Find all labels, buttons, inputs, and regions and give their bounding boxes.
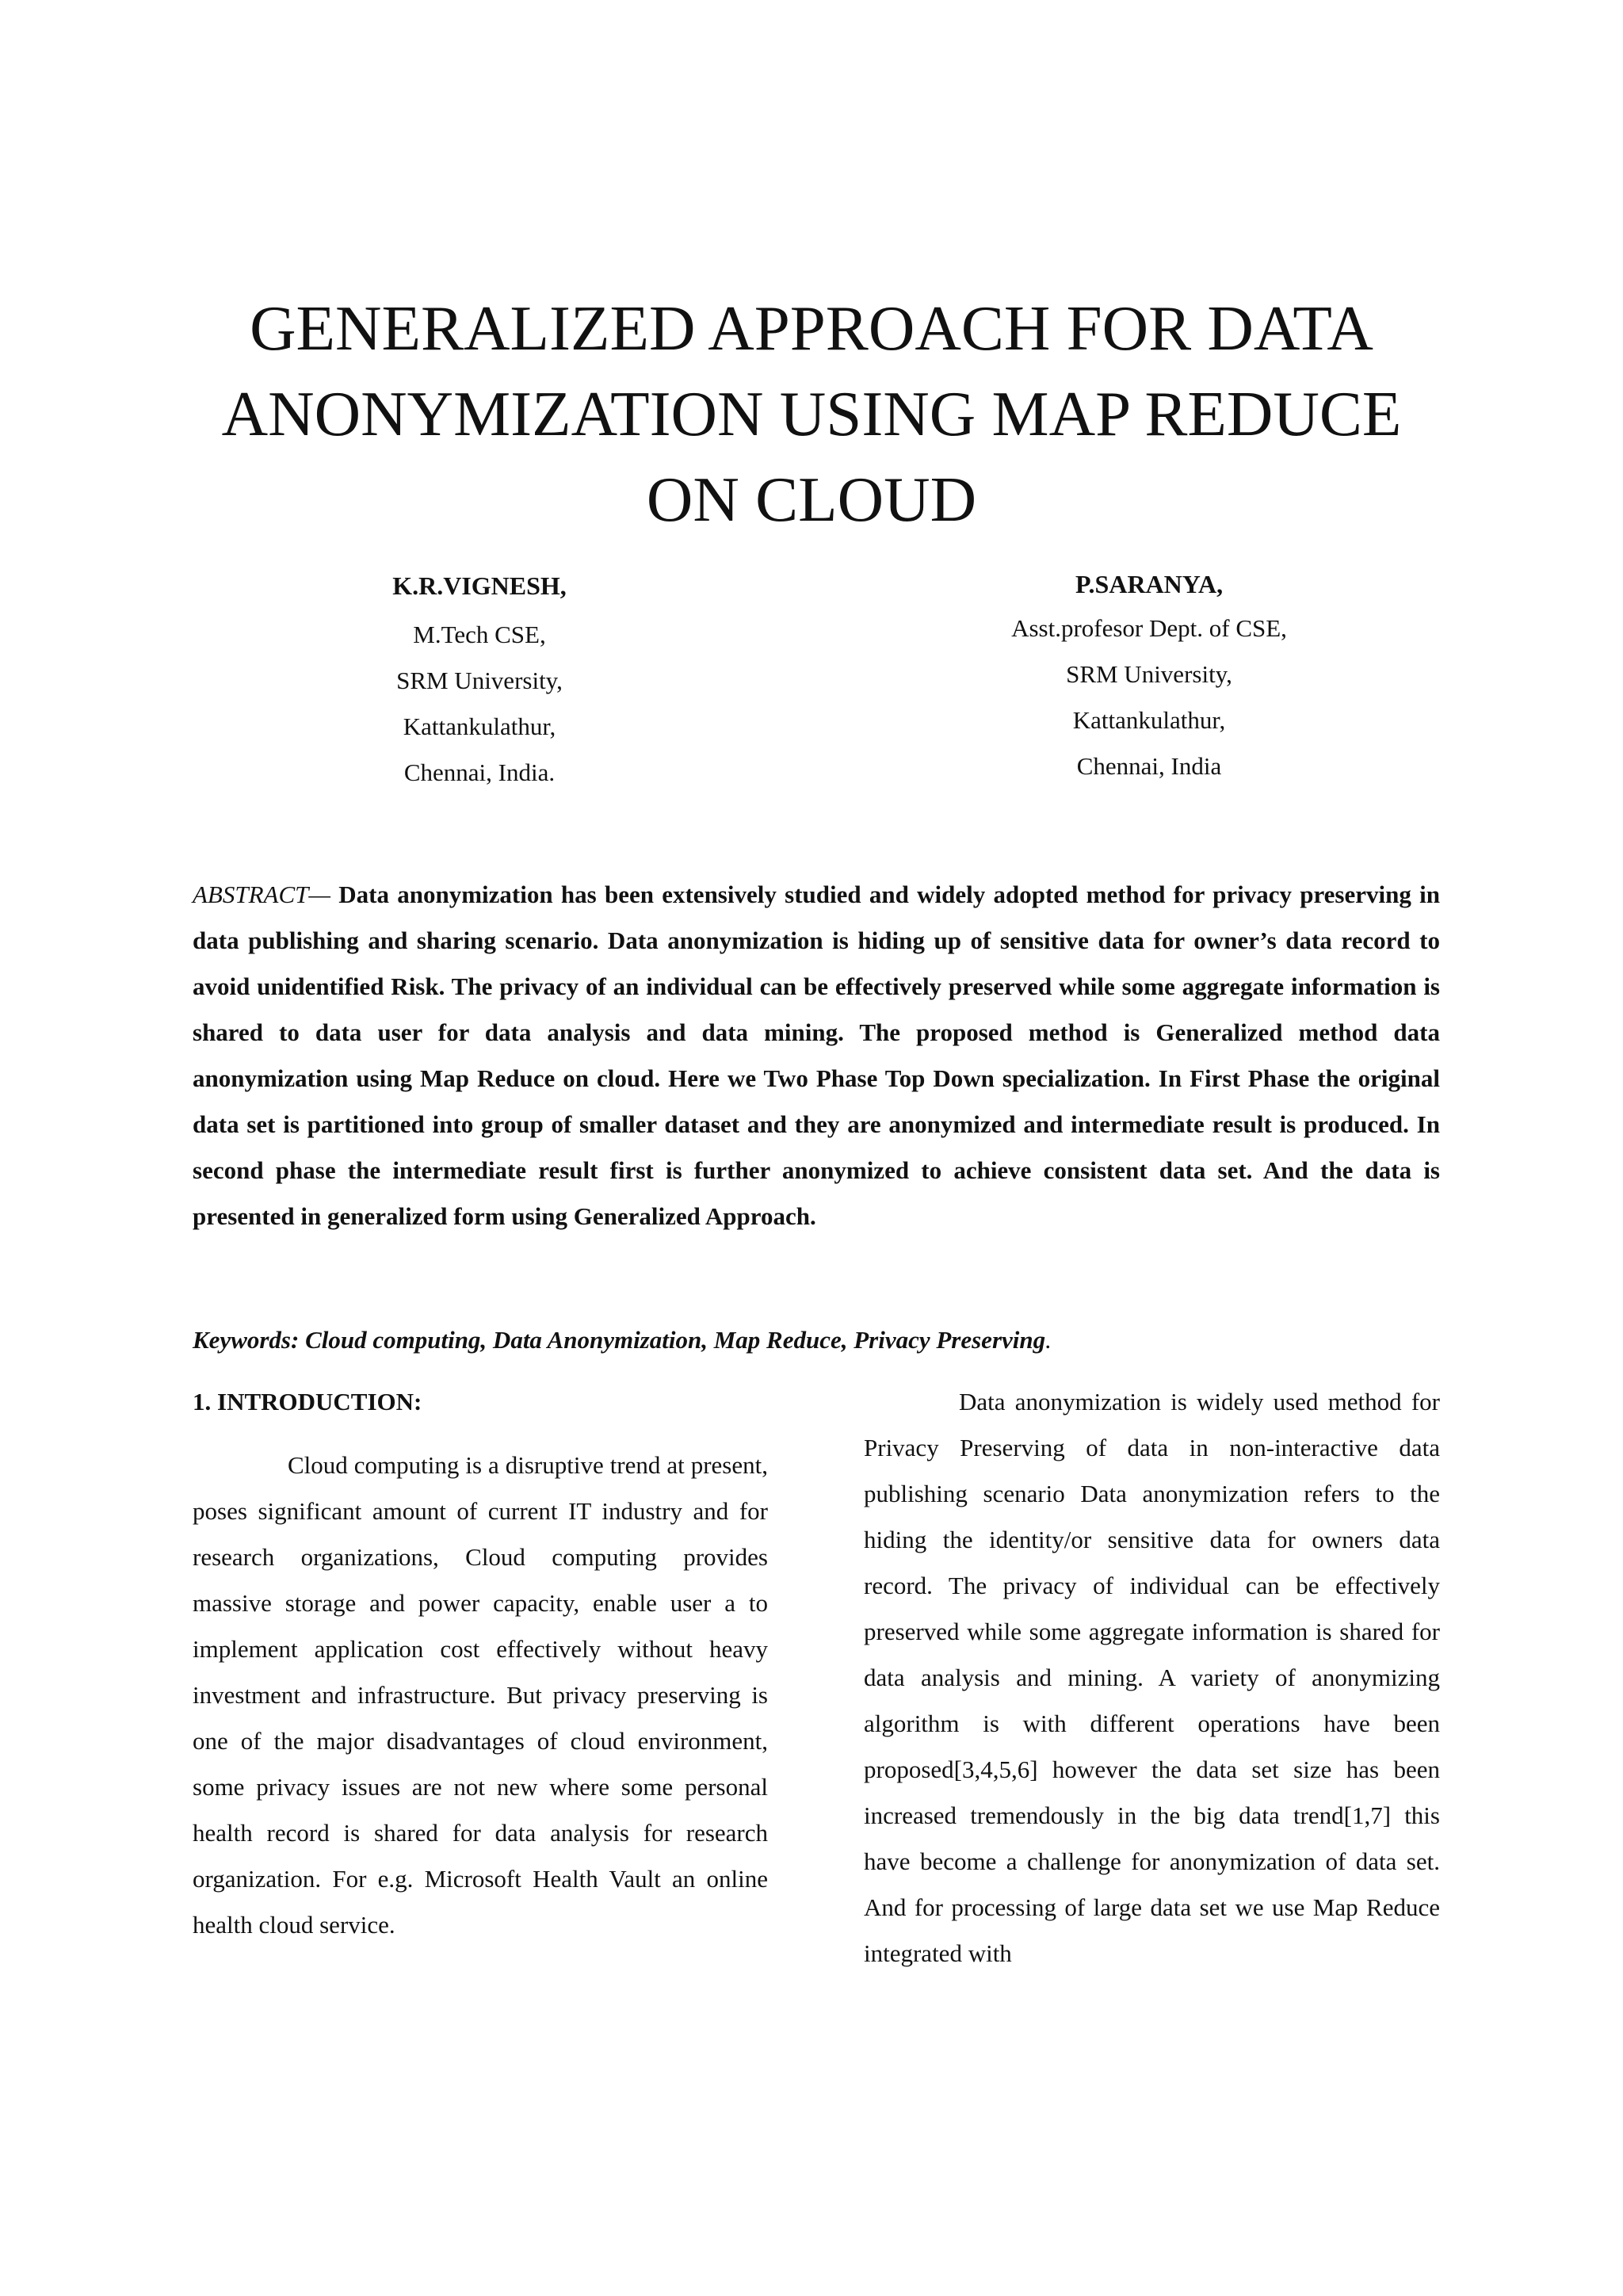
- author-affiliation-line: M.Tech CSE,: [413, 621, 546, 648]
- title-line: ANONYMIZATION USING MAP REDUCE: [221, 378, 1402, 449]
- section-heading-introduction: 1. INTRODUCTION:: [193, 1388, 422, 1415]
- author-affiliation-line: SRM University,: [1066, 660, 1232, 688]
- author-name: P.SARANYA,: [1075, 570, 1224, 598]
- abstract: [193, 872, 1440, 1240]
- paper-title: [158, 285, 1465, 542]
- column-right: [864, 1379, 1440, 1977]
- author-block-2: [915, 561, 1383, 789]
- author-affiliation-line: Kattankulathur,: [1072, 706, 1226, 734]
- author-block-1: [321, 563, 638, 796]
- title-line: ON CLOUD: [646, 464, 977, 535]
- intro-paragraph-left: Cloud computing is a disruptive trend at present, poses significant amount of current IT industry and for research organizations, Cloud computing provides massive storage and power capacity, enable user a to implement application cost effectively without heavy investment and infrastructure. But privacy preserving is one of the major disadvantages of cloud environment, some privacy issues are not new where some personal health record is shared for data analysis for research organization. For e.g. Microsoft Health Vault an online health cloud service.: [193, 1451, 768, 1939]
- author-name: K.R.VIGNESH,: [392, 571, 567, 600]
- keywords: [193, 1317, 1440, 1363]
- keywords-end: .: [1045, 1326, 1052, 1354]
- column-left: [193, 1379, 768, 1948]
- author-affiliation-line: Kattankulathur,: [403, 712, 556, 740]
- author-affiliation-line: SRM University,: [396, 667, 563, 694]
- author-affiliation-line: Chennai, India.: [403, 758, 556, 786]
- abstract-label: ABSTRACT—: [193, 881, 330, 908]
- abstract-text: Data anonymization has been extensively studied and widely adopted method for privacy preserving in data publishing and sharing scenario. Data anonymization is hiding up of sensitive data for owner’s data record to avoid unidentified Risk. The privacy of an individual can be effectively preserved while some aggregate information is shared to data user for data analysis and data mining. The proposed method is Generalized method data anonymization using Map Reduce on cloud. Here we Two Phase Top Down specialization. In First Phase the original data set is partitioned into group of smaller dataset and they are anonymized and intermediate result is produced. In second phase the intermediate result first is further anonymized to achieve consistent data set. And the data is presented in generalized form using Generalized Approach.: [193, 881, 1440, 1230]
- title-line: GENERALIZED APPROACH FOR DATA: [250, 292, 1373, 364]
- author-affiliation-line: Chennai, India: [1076, 752, 1222, 780]
- intro-paragraph-right: Data anonymization is widely used method for Privacy Preserving of data in non-interactive data publishing scenario Data anonymization refers to the hiding the identity/or sensitive data for owners data record. The privacy of individual can be effectively preserved while some aggregate information is shared for data analysis and mining. A variety of anonymizing algorithm is with different operations have been proposed[3,4,5,6] however the data set size has been increased tremendously in the big data trend[1,7] this have become a challenge for anonymization of data set. And for processing of large data set we use Map Reduce integrated with: [864, 1388, 1440, 1967]
- keywords-text: Keywords: Cloud computing, Data Anonymization, Map Reduce, Privacy Preserving: [193, 1326, 1046, 1354]
- author-affiliation-line: Asst.profesor Dept. of CSE,: [1011, 614, 1287, 642]
